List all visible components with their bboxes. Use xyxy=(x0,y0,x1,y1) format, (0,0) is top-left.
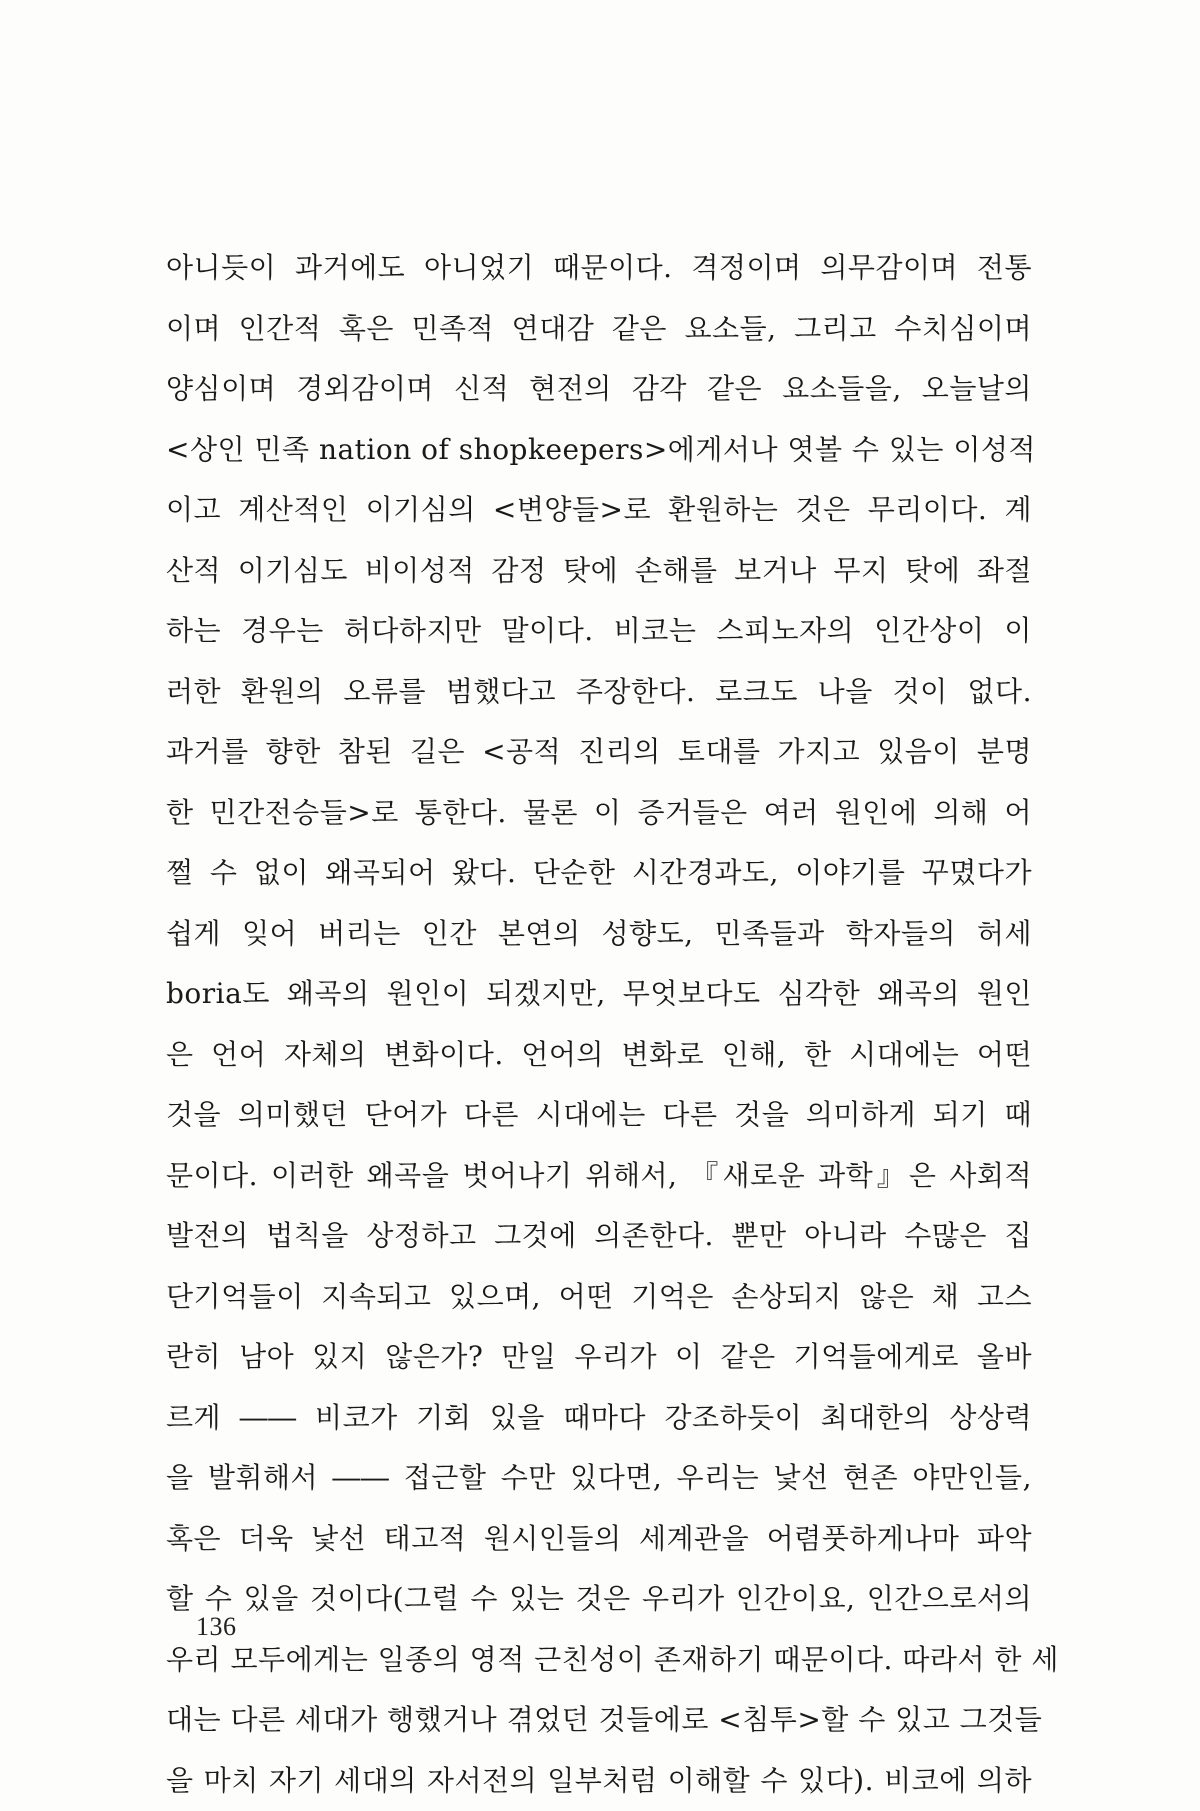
text-line: 할 수 있을 것이다(그럴 수 있는 것은 우리가 인간이요, 인간으로서의 xyxy=(166,1569,1032,1630)
text-line: 과거를 향한 참된 길은 <공적 진리의 토대를 가지고 있음이 분명 xyxy=(166,722,1032,783)
text-line: 것을 의미했던 단어가 다른 시대에는 다른 것을 의미하게 되기 때 xyxy=(166,1085,1032,1146)
page-number: 136 xyxy=(196,1612,237,1642)
text-line: 을 마치 자기 세대의 자서전의 일부처럼 이해할 수 있다). 비코에 의하 xyxy=(166,1751,1032,1811)
text-line: 러한 환원의 오류를 범했다고 주장한다. 로크도 나을 것이 없다. xyxy=(166,662,1032,723)
text-line: 혹은 더욱 낯선 태고적 원시인들의 세계관을 어렴풋하게나마 파악 xyxy=(166,1509,1032,1570)
text-line: 이며 인간적 혹은 민족적 연대감 같은 요소들, 그리고 수치심이며 xyxy=(166,299,1032,360)
text-line: 이고 계산적인 이기심의 <변양들>로 환원하는 것은 무리이다. 계 xyxy=(166,480,1032,541)
text-line: 문이다. 이러한 왜곡을 벗어나기 위해서, 『새로운 과학』은 사회적 xyxy=(166,1146,1032,1207)
text-line: 우리 모두에게는 일종의 영적 근친성이 존재하기 때문이다. 따라서 한 세 xyxy=(166,1630,1032,1691)
text-line: 대는 다른 세대가 행했거나 겪었던 것들에로 <침투>할 수 있고 그것들 xyxy=(166,1690,1032,1751)
text-line: <상인 민족 nation of shopkeepers>에게서나 엿볼 수 있는 이성적 xyxy=(166,420,1032,481)
text-line: 산적 이기심도 비이성적 감정 탓에 손해를 보거나 무지 탓에 좌절 xyxy=(166,541,1032,602)
text-line: boria도 왜곡의 원인이 되겠지만, 무엇보다도 심각한 왜곡의 원인 xyxy=(166,964,1032,1025)
text-line: 하는 경우는 허다하지만 말이다. 비코는 스피노자의 인간상이 이 xyxy=(166,601,1032,662)
text-line: 발전의 법칙을 상정하고 그것에 의존한다. 뿐만 아니라 수많은 집 xyxy=(166,1206,1032,1267)
text-line: 을 발휘해서 ―― 접근할 수만 있다면, 우리는 낯선 현존 야만인들, xyxy=(166,1448,1032,1509)
text-line: 한 민간전승들>로 통한다. 물론 이 증거들은 여러 원인에 의해 어 xyxy=(166,783,1032,844)
text-line: 쩔 수 없이 왜곡되어 왔다. 단순한 시간경과도, 이야기를 꾸몄다가 xyxy=(166,843,1032,904)
body-text xyxy=(166,238,1032,1811)
text-line: 은 언어 자체의 변화이다. 언어의 변화로 인해, 한 시대에는 어떤 xyxy=(166,1025,1032,1086)
text-line: 아니듯이 과거에도 아니었기 때문이다. 격정이며 의무감이며 전통 xyxy=(166,238,1032,299)
text-line: 단기억들이 지속되고 있으며, 어떤 기억은 손상되지 않은 채 고스 xyxy=(166,1267,1032,1328)
text-line: 란히 남아 있지 않은가? 만일 우리가 이 같은 기억들에게로 올바 xyxy=(166,1327,1032,1388)
text-line: 쉽게 잊어 버리는 인간 본연의 성향도, 민족들과 학자들의 허세 xyxy=(166,904,1032,965)
text-line: 양심이며 경외감이며 신적 현전의 감각 같은 요소들을, 오늘날의 xyxy=(166,359,1032,420)
text-line: 르게 ―― 비코가 기회 있을 때마다 강조하듯이 최대한의 상상력 xyxy=(166,1388,1032,1449)
